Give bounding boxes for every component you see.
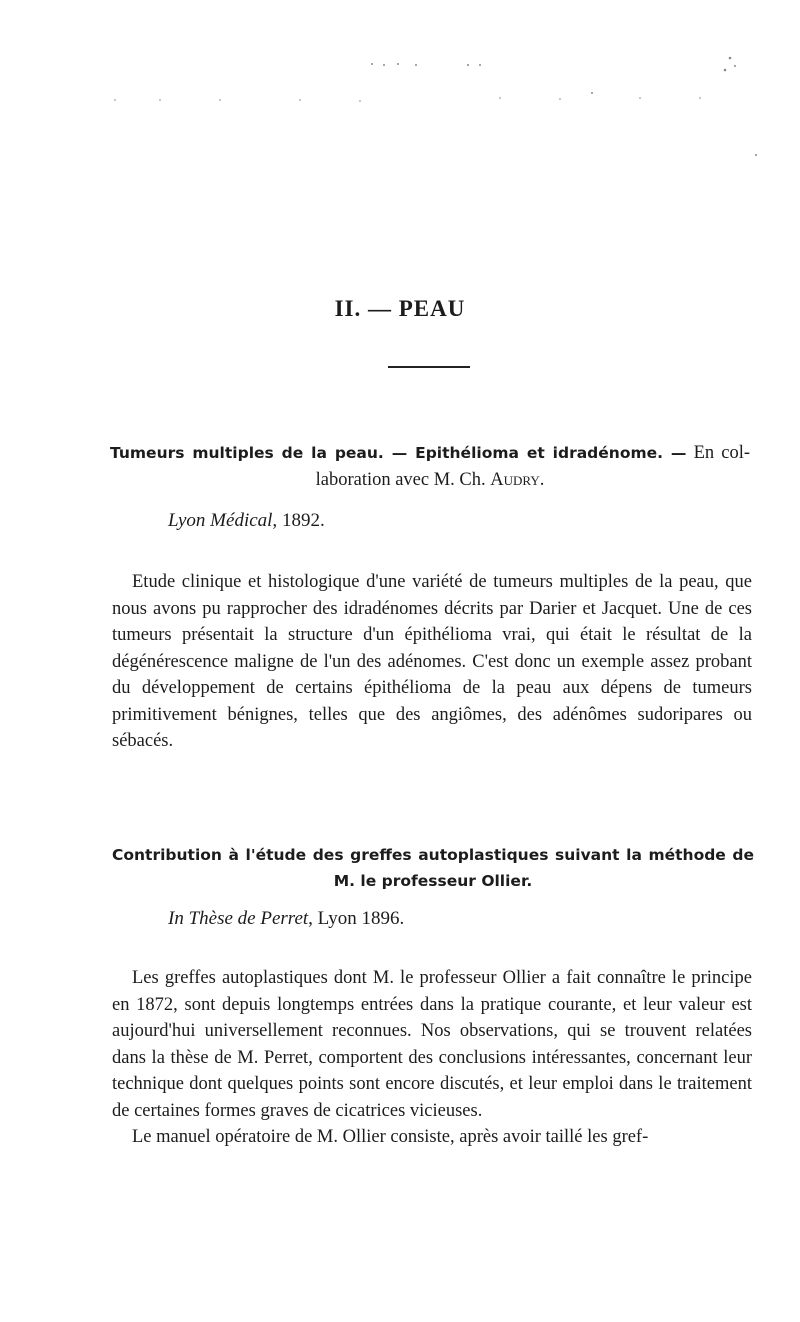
entry-1-heading-line2 bbox=[110, 467, 750, 494]
entry-1-heading bbox=[110, 440, 750, 494]
entry-2-heading-line1: Contribution à l'étude des greffes autoplastiques suivant la méthode de bbox=[112, 846, 754, 864]
entry-1-citation-journal: Lyon Médical, bbox=[168, 510, 278, 531]
title-divider bbox=[388, 366, 470, 368]
entry-1-paragraph: Etude clinique et histologique d'une variété de tumeurs multiples de la peau, que nous avons pu rapprocher des idradénomes décrits par Darier et Jacquet. Une de ces tumeurs présentait la structure d'un épithélioma vrai, qui était le résultat de la dégénérescence maligne de l'un des adénomes. C'est donc un exemple assez probant du développement de certains épithélioma de la peau aux dépens de tumeurs primitivement bénignes, telles que des angiômes, des adénômes sudoripares ou sébacés. bbox=[112, 572, 752, 751]
entry-2-paragraph: Les greffes autoplastiques dont M. le professeur Ollier a fait connaître le principe en 1872, sont depuis longtemps entrées dans la pratique courante, et leur valeur est aujourd'hui universellement reconnues. Nos observations, qui se trouvent relatées dans la thèse de M. Perret, comportent des conclusions intéressantes, concernant leur technique dont quelques points sont encore discutés, et leur emploi dans le traitement de certaines formes graves de cicatrices vicieuses. bbox=[112, 968, 752, 1121]
entry-1-citation bbox=[168, 510, 325, 532]
entry-1-title-line2-prefix: laboration avec M. Ch. bbox=[315, 470, 486, 490]
entry-1-heading-line1 bbox=[110, 440, 750, 467]
section-title: II. — PEAU bbox=[334, 296, 466, 321]
entry-2-heading bbox=[112, 842, 754, 894]
entry-1-title-rest: En col- bbox=[693, 443, 751, 463]
entry-1-title-bold: Tumeurs multiples de la peau. — Epithélioma et idradénome. — bbox=[110, 444, 687, 462]
entry-2-heading-line2: M. le professeur Ollier. bbox=[333, 872, 533, 890]
entry-2-citation-journal: In Thèse de Perret, bbox=[168, 908, 313, 929]
entry-2-paragraph: Le manuel opératoire de M. Ollier consiste, après avoir taillé les gref- bbox=[132, 1127, 649, 1147]
entry-1-author: Audry. bbox=[490, 470, 545, 490]
entry-2-citation-year: Lyon 1896. bbox=[317, 908, 405, 929]
entry-1-abstract bbox=[112, 569, 752, 755]
entry-2-abstract bbox=[112, 965, 752, 1151]
entry-2-citation bbox=[168, 908, 404, 930]
entry-1-citation-year: 1892. bbox=[281, 510, 325, 531]
scan-noise-marks bbox=[0, 0, 800, 200]
